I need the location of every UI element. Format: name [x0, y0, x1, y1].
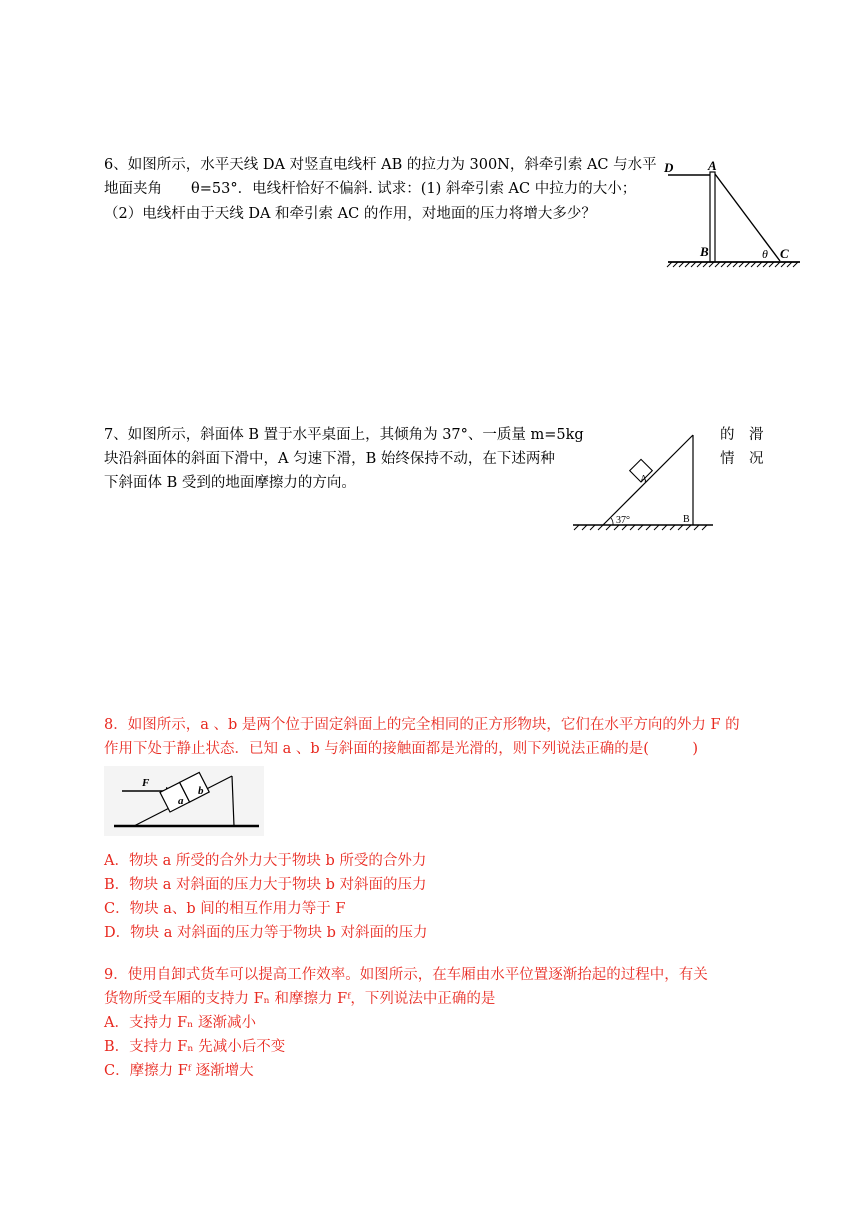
q8-blocks-figure: [104, 766, 264, 836]
q6-line-1: 6、如图所示，水平天线 DA 对竖直电线杆 AB 的拉力为 300N，斜牵引索 AC 与水平: [104, 157, 657, 173]
q7-right-word-1: 的 滑: [720, 427, 764, 443]
q7-incline-figure: [565, 430, 715, 540]
q9-line-2: 货物所受车厢的支持力 Fₙ 和摩擦力 Fᶠ，下列说法中正确的是: [104, 991, 496, 1007]
q8-label-a: a: [178, 795, 184, 807]
q8-option-c: C．物块 a、b 间的相互作用力等于 F: [104, 901, 346, 917]
q8-option-b: B．物块 a 对斜面的压力大于物块 b 对斜面的压力: [104, 877, 427, 893]
q7-label-B: B: [683, 514, 690, 525]
q7-label-A: A: [640, 474, 648, 485]
q8-line-2: 作用下处于静止状态．已知 a 、b 与斜面的接触面都是光滑的，则下列说法正确的是( ): [104, 741, 699, 757]
q9-option-b: B．支持力 Fₙ 先减小后不变: [104, 1039, 286, 1055]
q7-right-word-2: 情 况: [720, 451, 764, 467]
q6-label-C: C: [780, 246, 789, 261]
q6-label-D: D: [664, 160, 674, 175]
q8-option-d: D．物块 a 对斜面的压力等于物块 b 对斜面的压力: [104, 925, 428, 941]
q6-label-A: A: [708, 158, 717, 173]
q9-line-1: 9．使用自卸式货车可以提高工作效率。如图所示，在车厢由水平位置逐渐抬起的过程中，有关: [104, 967, 708, 983]
q8-line-1: 8．如图所示，a 、b 是两个位于固定斜面上的完全相同的正方形物块，它们在水平方向的外力 F 的: [104, 717, 740, 733]
q9-option-a: A．支持力 Fₙ 逐渐减小: [104, 1015, 257, 1031]
q6-pole-figure: [660, 158, 810, 278]
q9-option-c: C．摩擦力 Fᶠ 逐渐增大: [104, 1063, 254, 1079]
q7-line-3: 下斜面体 B 受到的地面摩擦力的方向。: [104, 475, 356, 491]
q6-line-3: （2）电线杆由于天线 DA 和牵引索 AC 的作用，对地面的压力将增大多少？: [104, 206, 596, 222]
q7-line-1: 7、如图所示，斜面体 B 置于水平桌面上，其倾角为 37°、一质量 m=5kg: [104, 427, 584, 443]
q7-line-2: 块沿斜面体的斜面下滑中，A 匀速下滑，B 始终保持不动，在下述两种: [104, 451, 555, 467]
q8-option-a: A．物块 a 所受的合外力大于物块 b 所受的合外力: [104, 853, 427, 869]
q8-label-b: b: [198, 785, 204, 797]
q7-label-angle: 37°: [616, 515, 630, 526]
q6-label-B: B: [700, 244, 709, 259]
q6-line-2: 地面夹角 θ=53°．电线杆恰好不偏斜. 试求：(1) 斜牵引索 AC 中拉力的大小；: [104, 181, 637, 197]
q6-label-theta: θ: [762, 247, 768, 261]
q8-label-F: F: [142, 777, 150, 789]
